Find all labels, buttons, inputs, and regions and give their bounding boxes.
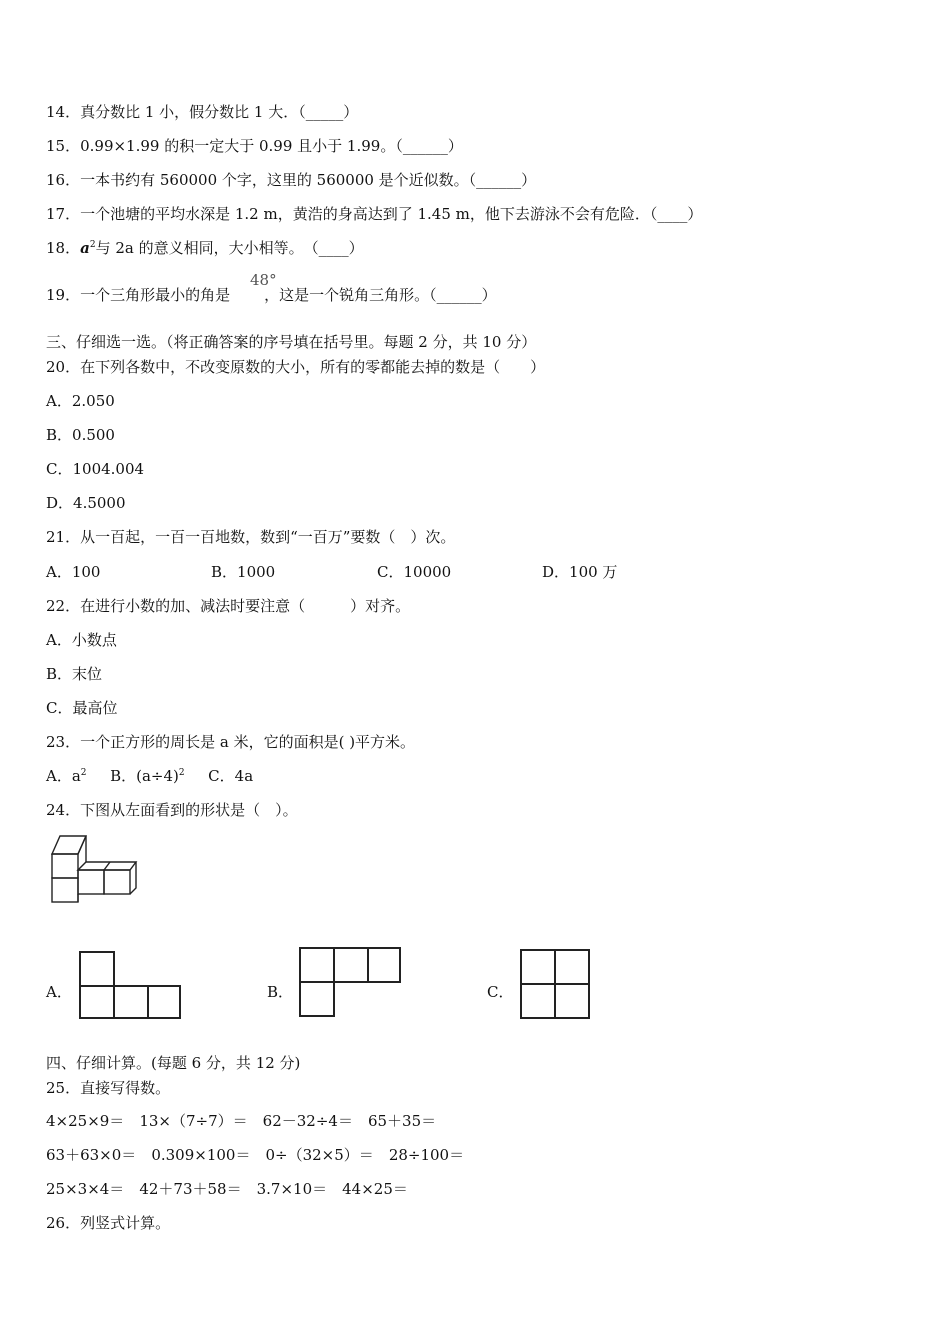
q23-option-a: A．$a^2$ (46, 767, 87, 785)
question-23: 23．一个正方形的周长是 a 米，它的面积是( )平方米。 (46, 733, 416, 751)
q21-option-a: A．100 (46, 563, 101, 581)
q21-option-d: D．100 万 (542, 563, 618, 581)
question-26: 26．列竖式计算。 (46, 1214, 171, 1232)
q23-option-c: C．4a (208, 767, 254, 785)
q23-option-b: B．$(a\div 4)^2$ (110, 767, 185, 785)
question-22: 22．在进行小数的加、减法时要注意（ ）对齐。 (46, 597, 411, 615)
question-18: 18．$a^2$与 2a 的意义相同，大小相等。 （____） (46, 239, 364, 257)
q24-option-c-label: C． (487, 983, 514, 1001)
question-24: 24．下图从左面看到的形状是（ ）。 (46, 801, 298, 819)
section-4-title: 四、仔细计算。(每题 6 分，共 12 分) (46, 1054, 301, 1072)
calc-row: 4×25×9＝ 13×（7÷7）＝ 62－32÷4＝ 65＋35＝ (46, 1112, 437, 1130)
question-20: 20．在下列各数中，不改变原数的大小，所有的零都能去掉的数是（ ） (46, 358, 546, 376)
question-15: 15．0.99×1.99 的积一定大于 0.99 且小于 1.99。（______） (46, 137, 463, 155)
q22-option-c: C．最高位 (46, 699, 118, 717)
q22-option-b: B．末位 (46, 665, 103, 683)
question-17: 17．一个池塘的平均水深是 1.2 m，黄浩的身高达到了 1.45 m，他下去游泳不会有危险．（____） (46, 205, 703, 223)
q24-option-b-shape (298, 946, 404, 1018)
q20-option-d: D．4.5000 (46, 494, 126, 512)
calc-row: 63＋63×0＝ 0.309×100＝ 0÷（32×5）＝ 28÷100＝ (46, 1146, 465, 1164)
q24-option-b-label: B． (267, 983, 294, 1001)
q24-option-a-label: A． (46, 983, 72, 1001)
question-25: 25．直接写得数。 (46, 1079, 171, 1097)
question-19: 19．一个三角形最小的角是 ，这是一个锐角三角形。（______） (46, 286, 497, 304)
q23-options (46, 766, 253, 786)
cube-stack-figure (48, 832, 140, 906)
angle-label: 48° (250, 271, 277, 289)
q20-option-a: A．2.050 (46, 392, 115, 410)
section-3-title: 三、仔细选一选。（将正确答案的序号填在括号里。每题 2 分，共 10 分） (46, 333, 537, 351)
q22-option-a: A．小数点 (46, 631, 117, 649)
calc-row: 25×3×4＝ 42＋73＋58＝ 3.7×10＝ 44×25＝ (46, 1180, 408, 1198)
q24-option-c-shape (519, 948, 593, 1020)
question-16: 16．一本书约有 560000 个字，这里的 560000 是个近似数。（______） (46, 171, 537, 189)
q20-option-c: C．1004.004 (46, 460, 145, 478)
q21-option-c: C．10000 (377, 563, 452, 581)
question-21: 21．从一百起，一百一百地数，数到“一百万”要数（ ）次。 (46, 528, 456, 546)
q20-option-b: B．0.500 (46, 426, 115, 444)
question-14: 14．真分数比 1 小，假分数比 1 大．（_____） (46, 103, 359, 121)
q21-option-b: B．1000 (211, 563, 276, 581)
q24-option-a-shape (78, 950, 184, 1020)
